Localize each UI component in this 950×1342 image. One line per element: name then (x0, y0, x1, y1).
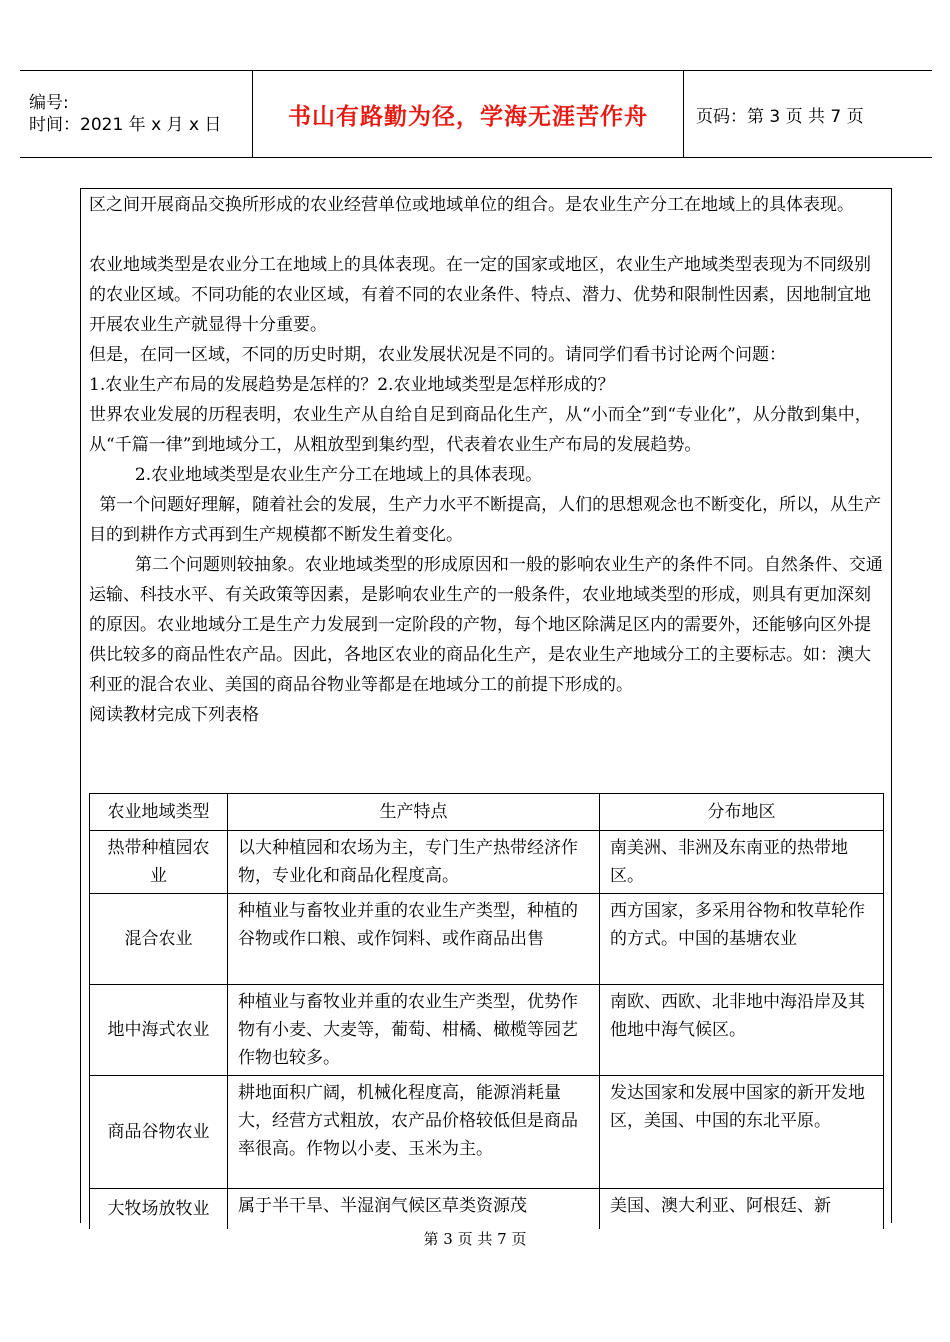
paragraph: 世界农业发展的历程表明，农业生产从自给自足到商品化生产，从“小而全”到“专业化”，从分散到集中，从“千篇一律”到地域分工，从粗放型到集约型，代表着农业生产布局的发展趋势。 (89, 405, 872, 455)
paragraph: 区之间开展商品交换所形成的农业经营单位或地域单位的组合。是农业生产分工在地域上的具体表现。 (89, 195, 854, 215)
table-header-row (90, 794, 884, 831)
column-header: 分布地区 (600, 794, 884, 831)
agriculture-types-table (89, 793, 884, 1229)
column-header: 生产特点 (228, 794, 600, 831)
date-label: 时间：2021 年 x 月 x 日 (29, 115, 222, 135)
header-page-cell (684, 71, 933, 158)
type-cell: 地中海式农业 (90, 985, 228, 1076)
features-cell: 种植业与畜牧业并重的农业生产类型，种植的谷物或作口粮、或作饲料、或作商品出售 (228, 894, 600, 985)
table-row (90, 894, 884, 985)
table-row (90, 1076, 884, 1189)
paragraph: 2.农业地域类型是农业生产分工在地域上的具体表现。 (134, 465, 543, 485)
paragraph: 1.农业生产布局的发展趋势是怎样的？2.农业地域类型是怎样形成的？ (89, 375, 615, 395)
table-row (90, 831, 884, 894)
table-row (90, 1189, 884, 1230)
paragraph: 第一个问题好理解，随着社会的发展，生产力水平不断提高，人们的思想观念也不断变化，所以，从生产目的到耕作方式再到生产规模都不断发生着变化。 (89, 495, 882, 545)
column-header: 农业地域类型 (90, 794, 228, 831)
regions-cell: 发达国家和发展中国家的新开发地区，美国、中国的东北平原。 (600, 1076, 884, 1189)
table-row (90, 985, 884, 1076)
type-cell: 大牧场放牧业 (90, 1189, 228, 1230)
regions-cell: 美国、澳大利亚、阿根廷、新 (600, 1189, 884, 1230)
paragraph: 农业地域类型是农业分工在地域上的具体表现。在一定的国家或地区，农业生产地域类型表现为不同级别的农业区域。不同功能的农业区域，有着不同的农业条件、特点、潜力、优势和限制性因素，因地制宜地开展农业生产就显得十分重要。 (89, 255, 871, 335)
type-cell: 混合农业 (90, 894, 228, 985)
features-cell: 耕地面积广阔，机械化程度高，能源消耗量大，经营方式粗放，农产品价格较低但是商品率很高。作物以小麦、玉米为主。 (228, 1076, 600, 1189)
page-info: 页码：第 3 页 共 7 页 (696, 106, 864, 127)
regions-cell: 南美洲、非洲及东南亚的热带地区。 (600, 831, 884, 894)
page-footer: 第 3 页 共 7 页 (423, 1230, 527, 1248)
table-caption: 阅读教材完成下列表格 (89, 705, 259, 725)
document-header (20, 70, 932, 158)
main-content (89, 190, 885, 730)
type-cell: 热带种植园农业 (90, 831, 228, 894)
type-cell: 商品谷物农业 (90, 1076, 228, 1189)
header-meta-cell (20, 71, 253, 158)
motto: 书山有路勤为径，学海无涯苦作舟 (288, 103, 648, 130)
regions-cell: 西方国家，多采用谷物和牧草轮作的方式。中国的基塘农业 (600, 894, 884, 985)
serial-number-label: 编号: (29, 93, 69, 113)
header-motto-cell (253, 71, 684, 158)
features-cell: 以大种植园和农场为主，专门生产热带经济作物，专业化和商品化程度高。 (228, 831, 600, 894)
paragraph: 但是，在同一区域，不同的历史时期，农业发展状况是不同的。请同学们看书讨论两个问题： (89, 345, 786, 365)
regions-cell: 南欧、西欧、北非地中海沿岸及其他地中海气候区。 (600, 985, 884, 1076)
paragraph: 第二个问题则较抽象。农业地域类型的形成原因和一般的影响农业生产的条件不同。自然条件、交通运输、科技水平、有关政策等因素，是影响农业生产的一般条件，农业地域类型的形成，则具有更加深刻的原因。农业地域分工是生产力发展到一定阶段的产物，每个地区除满足区内的需要外，还能够向区外提供比较多的商品性农产品。因此，各地区农业的商品化生产，是农业生产地域分工的主要标志。如：澳大利亚的混合农业、美国的商品谷物业等都是在地域分工的前提下形成的。 (89, 555, 883, 695)
features-cell: 种植业与畜牧业并重的农业生产类型，优势作物有小麦、大麦等，葡萄、柑橘、橄榄等园艺作物也较多。 (228, 985, 600, 1076)
features-cell: 属于半干旱、半湿润气候区草类资源茂 (228, 1189, 600, 1230)
